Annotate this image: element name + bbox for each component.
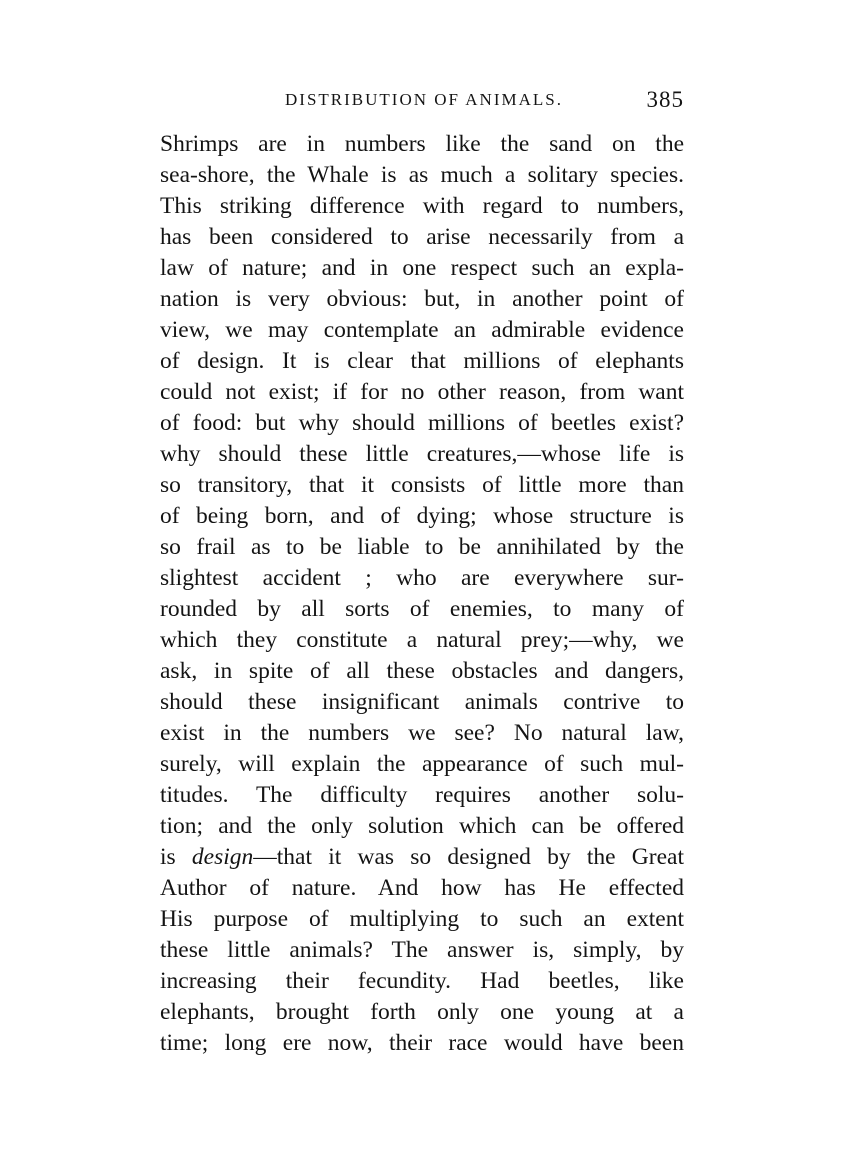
italic-word-design: design <box>191 844 254 870</box>
text-fragment: —that it was so designed by the Great <box>253 844 684 870</box>
text-line-with-italic <box>160 842 684 873</box>
text-line: increasing their fecundity. Had beetles, like <box>160 968 684 994</box>
text-line: could not exist; if for no other reason, from want <box>160 379 684 405</box>
running-head <box>160 87 684 120</box>
text-line: elephants, brought forth only one young at a <box>160 999 684 1025</box>
text-line: slightest accident ; who are everywhere sur- <box>160 565 684 591</box>
text-line: surely, will explain the appearance of such mul- <box>160 751 684 777</box>
text-line: has been considered to arise necessarily from a <box>160 224 684 250</box>
text-line: of food: but why should millions of beetles exist? <box>160 410 684 436</box>
text-fragment: is <box>160 844 192 870</box>
text-line: titudes. The difficulty requires another solu- <box>160 782 684 808</box>
text-line: so frail as to be liable to be annihilated by the <box>160 534 684 560</box>
body-text <box>160 129 684 1059</box>
text-line: His purpose of multiplying to such an extent <box>160 906 684 932</box>
text-line: view, we may contemplate an admirable evidence <box>160 317 684 343</box>
text-line: rounded by all sorts of enemies, to many of <box>160 596 684 622</box>
text-line: which they constitute a natural prey;—why, we <box>160 627 684 653</box>
text-line: law of nature; and in one respect such an expla- <box>160 255 684 281</box>
text-line: why should these little creatures,—whose life is <box>160 441 684 467</box>
text-line: should these insignificant animals contrive to <box>160 689 684 715</box>
running-title: DISTRIBUTION OF ANIMALS. <box>285 90 563 109</box>
text-line: nation is very obvious: but, in another point of <box>160 286 684 312</box>
text-line: Shrimps are in numbers like the sand on the <box>160 131 684 157</box>
text-line: exist in the numbers we see? No natural law, <box>160 720 684 746</box>
text-line: Author of nature. And how has He effected <box>160 875 684 901</box>
text-line: sea-shore, the Whale is as much a solitary species. <box>160 162 684 188</box>
text-line: of being born, and of dying; whose structure is <box>160 503 684 529</box>
text-line: of design. It is clear that millions of elephants <box>160 348 684 374</box>
text-line: time; long ere now, their race would have been <box>160 1030 684 1056</box>
text-line: tion; and the only solution which can be offered <box>160 813 684 839</box>
page-number: 385 <box>646 87 684 112</box>
text-line: these little animals? The answer is, simply, by <box>160 937 684 963</box>
text-line: This striking difference with regard to numbers, <box>160 193 684 219</box>
text-line: ask, in spite of all these obstacles and dangers, <box>160 658 684 684</box>
text-line: so transitory, that it consists of little more than <box>160 472 684 498</box>
